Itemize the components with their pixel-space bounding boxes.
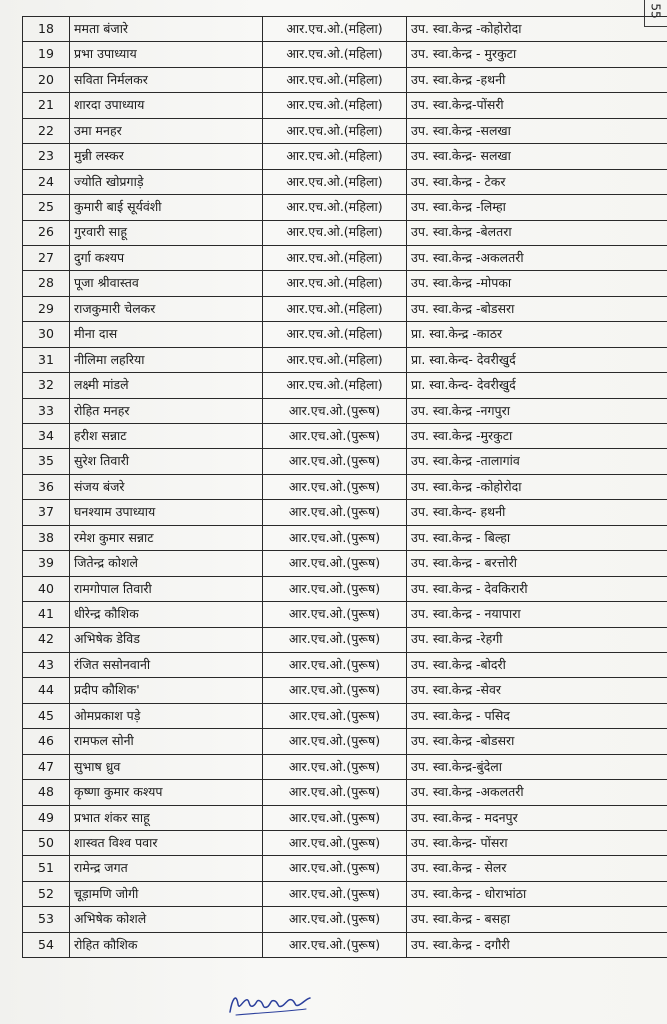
employee-name-cell: अभिषेक कोशले	[70, 907, 263, 932]
serial-number-cell: 19	[23, 42, 70, 67]
posting-place-cell: उप. स्वा.केन्द्र - टेकर	[407, 169, 667, 194]
posting-place-cell: उप. स्वा.केन्द्र - नयापारा	[407, 602, 667, 627]
posting-place-cell: उप. स्वा.केन्द्र - बसहा	[407, 907, 667, 932]
table-row	[23, 118, 667, 143]
employee-name-cell: रामफल सोनी	[70, 729, 263, 754]
employee-name-cell: गुरवारी साहू	[70, 220, 263, 245]
post-designation-cell: आर.एच.ओ.(पुरूष)	[263, 856, 407, 881]
employee-name-cell: नीलिमा लहरिया	[70, 347, 263, 372]
post-designation-cell: आर.एच.ओ.(पुरूष)	[263, 474, 407, 499]
employee-name-cell: रंजित ससोनवानी	[70, 652, 263, 677]
serial-number-cell: 49	[23, 805, 70, 830]
table-row	[23, 169, 667, 194]
post-designation-cell: आर.एच.ओ.(महिला)	[263, 347, 407, 372]
serial-number-cell: 46	[23, 729, 70, 754]
serial-number-cell: 33	[23, 398, 70, 423]
table-body	[23, 17, 667, 958]
employee-name-cell: दुर्गा कश्यप	[70, 245, 263, 270]
post-designation-cell: आर.एच.ओ.(पुरूष)	[263, 652, 407, 677]
post-designation-cell: आर.एच.ओ.(महिला)	[263, 42, 407, 67]
posting-place-cell: उप. स्वा.केन्द्र - दगौरी	[407, 932, 667, 957]
serial-number-cell: 18	[23, 17, 70, 42]
serial-number-cell: 51	[23, 856, 70, 881]
table-row	[23, 67, 667, 92]
table-row	[23, 729, 667, 754]
employee-name-cell: हरीश सन्नाट	[70, 424, 263, 449]
serial-number-cell: 40	[23, 576, 70, 601]
posting-place-cell: उप. स्वा.केन्द्र - सेलर	[407, 856, 667, 881]
employee-name-cell: धीरेन्द्र कौशिक	[70, 602, 263, 627]
table-row	[23, 42, 667, 67]
serial-number-cell: 53	[23, 907, 70, 932]
serial-number-cell: 20	[23, 67, 70, 92]
serial-number-cell: 39	[23, 551, 70, 576]
posting-place-cell: उप. स्वा.केन्द्र - बिल्हा	[407, 525, 667, 550]
post-designation-cell: आर.एच.ओ.(महिला)	[263, 296, 407, 321]
posting-place-cell: उप. स्वा.केन्द्र - मुरकुटा	[407, 42, 667, 67]
post-designation-cell: आर.एच.ओ.(पुरूष)	[263, 678, 407, 703]
serial-number-cell: 27	[23, 245, 70, 270]
post-designation-cell: आर.एच.ओ.(पुरूष)	[263, 449, 407, 474]
posting-place-cell: उप. स्वा.केन्द्र - धोराभांठा	[407, 881, 667, 906]
posting-place-cell: उप. स्वा.केन्द्र - देवकिरारी	[407, 576, 667, 601]
posting-place-cell: उप. स्वा.केन्द्र -हथनी	[407, 67, 667, 92]
table-row	[23, 449, 667, 474]
post-designation-cell: आर.एच.ओ.(पुरूष)	[263, 831, 407, 856]
post-designation-cell: आर.एच.ओ.(महिला)	[263, 144, 407, 169]
posting-place-cell: उप. स्वा.केन्द्र -बोडसरा	[407, 729, 667, 754]
serial-number-cell: 24	[23, 169, 70, 194]
serial-number-cell: 21	[23, 93, 70, 118]
serial-number-cell: 36	[23, 474, 70, 499]
employee-name-cell: कृष्णा कुमार कश्यप	[70, 780, 263, 805]
post-designation-cell: आर.एच.ओ.(महिला)	[263, 245, 407, 270]
employee-name-cell: सुरेश तिवारी	[70, 449, 263, 474]
table-row	[23, 602, 667, 627]
page-number: 55	[649, 3, 663, 19]
posting-place-cell: उप. स्वा.केन्द्र -अकलतरी	[407, 780, 667, 805]
post-designation-cell: आर.एच.ओ.(महिला)	[263, 118, 407, 143]
table-row	[23, 907, 667, 932]
serial-number-cell: 43	[23, 652, 70, 677]
post-designation-cell: आर.एच.ओ.(पुरूष)	[263, 754, 407, 779]
post-designation-cell: आर.एच.ओ.(पुरूष)	[263, 602, 407, 627]
serial-number-cell: 48	[23, 780, 70, 805]
table-row	[23, 652, 667, 677]
employee-name-cell: अभिषेक डेविड	[70, 627, 263, 652]
table-row	[23, 831, 667, 856]
table-row	[23, 271, 667, 296]
posting-place-cell: उप. स्वा.केन्द्र -रेहगी	[407, 627, 667, 652]
employee-name-cell: कुमारी बाई सूर्यवंशी	[70, 195, 263, 220]
serial-number-cell: 50	[23, 831, 70, 856]
serial-number-cell: 22	[23, 118, 70, 143]
posting-place-cell: उप. स्वा.केन्द्र -कोहोरोदा	[407, 474, 667, 499]
posting-place-cell: उप. स्वा.केन्द्र -अकलतरी	[407, 245, 667, 270]
posting-place-cell: उप. स्वा.केन्द्र -मोपका	[407, 271, 667, 296]
employee-name-cell: घनश्याम उपाध्याय	[70, 500, 263, 525]
post-designation-cell: आर.एच.ओ.(महिला)	[263, 195, 407, 220]
post-designation-cell: आर.एच.ओ.(पुरूष)	[263, 627, 407, 652]
employee-name-cell: मीना दास	[70, 322, 263, 347]
employee-name-cell: ओमप्रकाश पड़े	[70, 703, 263, 728]
serial-number-cell: 30	[23, 322, 70, 347]
table-row	[23, 881, 667, 906]
table-row	[23, 805, 667, 830]
employee-name-cell: ममता बंजारे	[70, 17, 263, 42]
handwritten-signature	[226, 982, 316, 1020]
serial-number-cell: 32	[23, 373, 70, 398]
posting-place-cell: उप. स्वा.केन्द्र- पोंसरा	[407, 831, 667, 856]
table-row	[23, 220, 667, 245]
serial-number-cell: 34	[23, 424, 70, 449]
table-row	[23, 347, 667, 372]
employee-name-cell: रामगोपाल तिवारी	[70, 576, 263, 601]
table-row	[23, 856, 667, 881]
serial-number-cell: 45	[23, 703, 70, 728]
employee-name-cell: रामेन्द्र जगत	[70, 856, 263, 881]
employee-name-cell: सविता निर्मलकर	[70, 67, 263, 92]
serial-number-cell: 28	[23, 271, 70, 296]
serial-number-cell: 54	[23, 932, 70, 957]
post-designation-cell: आर.एच.ओ.(पुरूष)	[263, 932, 407, 957]
table-row	[23, 754, 667, 779]
employee-name-cell: लक्ष्मी मांडले	[70, 373, 263, 398]
serial-number-cell: 38	[23, 525, 70, 550]
posting-place-cell: उप. स्वा.केन्द्र - बरत्तोरी	[407, 551, 667, 576]
post-designation-cell: आर.एच.ओ.(पुरूष)	[263, 780, 407, 805]
table-row	[23, 398, 667, 423]
employee-name-cell: चूड़ामणि जोगी	[70, 881, 263, 906]
serial-number-cell: 29	[23, 296, 70, 321]
table-row	[23, 703, 667, 728]
employee-name-cell: रोहित कौशिक	[70, 932, 263, 957]
employee-name-cell: प्रभात शंकर साहू	[70, 805, 263, 830]
posting-place-cell: उप. स्वा.केन्द्र - पसिद	[407, 703, 667, 728]
posting-place-cell: उप. स्वा.केन्द- हथनी	[407, 500, 667, 525]
serial-number-cell: 52	[23, 881, 70, 906]
posting-place-cell: उप. स्वा.केन्द्र -सलखा	[407, 118, 667, 143]
employee-name-cell: प्रदीप कौशिक'	[70, 678, 263, 703]
posting-place-cell: उप. स्वा.केन्द्र -तालागांव	[407, 449, 667, 474]
table-row	[23, 144, 667, 169]
serial-number-cell: 31	[23, 347, 70, 372]
posting-place-cell: उप. स्वा.केन्द्र -नगपुरा	[407, 398, 667, 423]
staff-posting-table	[22, 16, 667, 958]
table-row	[23, 576, 667, 601]
post-designation-cell: आर.एच.ओ.(महिला)	[263, 373, 407, 398]
post-designation-cell: आर.एच.ओ.(पुरूष)	[263, 907, 407, 932]
employee-name-cell: रोहित मनहर	[70, 398, 263, 423]
post-designation-cell: आर.एच.ओ.(पुरूष)	[263, 805, 407, 830]
post-designation-cell: आर.एच.ओ.(महिला)	[263, 93, 407, 118]
table-row	[23, 627, 667, 652]
table-row	[23, 245, 667, 270]
post-designation-cell: आर.एच.ओ.(पुरूष)	[263, 424, 407, 449]
posting-place-cell: उप. स्वा.केन्द्र -सेवर	[407, 678, 667, 703]
table-row	[23, 678, 667, 703]
posting-place-cell: उप. स्वा.केन्द्र -कोहोरोदा	[407, 17, 667, 42]
post-designation-cell: आर.एच.ओ.(महिला)	[263, 220, 407, 245]
employee-name-cell: जितेन्द्र कोशले	[70, 551, 263, 576]
employee-name-cell: शारदा उपाध्याय	[70, 93, 263, 118]
table-row	[23, 932, 667, 957]
table-row	[23, 551, 667, 576]
employee-name-cell: शास्वत विश्व पवार	[70, 831, 263, 856]
posting-place-cell: उप. स्वा.केन्द्र -बोडसरा	[407, 296, 667, 321]
post-designation-cell: आर.एच.ओ.(महिला)	[263, 271, 407, 296]
post-designation-cell: आर.एच.ओ.(पुरूष)	[263, 703, 407, 728]
posting-place-cell: उप. स्वा.केन्द्र -बोदरी	[407, 652, 667, 677]
table-row	[23, 322, 667, 347]
serial-number-cell: 25	[23, 195, 70, 220]
table-row	[23, 93, 667, 118]
posting-place-cell: उप. स्वा.केन्द्र - मदनपुर	[407, 805, 667, 830]
serial-number-cell: 37	[23, 500, 70, 525]
posting-place-cell: उप. स्वा.केन्द्र -लिम्हा	[407, 195, 667, 220]
employee-name-cell: सुभाष ध्रुव	[70, 754, 263, 779]
post-designation-cell: आर.एच.ओ.(पुरूष)	[263, 500, 407, 525]
table-row	[23, 17, 667, 42]
serial-number-cell: 35	[23, 449, 70, 474]
posting-place-cell: उप. स्वा.केन्द्र- सलखा	[407, 144, 667, 169]
post-designation-cell: आर.एच.ओ.(पुरूष)	[263, 551, 407, 576]
table-row	[23, 195, 667, 220]
post-designation-cell: आर.एच.ओ.(महिला)	[263, 169, 407, 194]
post-designation-cell: आर.एच.ओ.(पुरूष)	[263, 398, 407, 423]
serial-number-cell: 26	[23, 220, 70, 245]
table-row	[23, 373, 667, 398]
employee-name-cell: रमेश कुमार सन्नाट	[70, 525, 263, 550]
employee-name-cell: प्रभा उपाध्याय	[70, 42, 263, 67]
employee-name-cell: संजय बंजरे	[70, 474, 263, 499]
post-designation-cell: आर.एच.ओ.(पुरूष)	[263, 525, 407, 550]
posting-place-cell: उप. स्वा.केन्द्र -बेलतरा	[407, 220, 667, 245]
table-row	[23, 500, 667, 525]
table-row	[23, 780, 667, 805]
post-designation-cell: आर.एच.ओ.(पुरूष)	[263, 576, 407, 601]
posting-place-cell: उप. स्वा.केन्द्र-पोंसरी	[407, 93, 667, 118]
post-designation-cell: आर.एच.ओ.(महिला)	[263, 67, 407, 92]
table-row	[23, 296, 667, 321]
employee-name-cell: ज्योति खोप्रगाड़े	[70, 169, 263, 194]
post-designation-cell: आर.एच.ओ.(पुरूष)	[263, 881, 407, 906]
table-row	[23, 525, 667, 550]
posting-place-cell: प्रा. स्वा.केन्द्र -काठर	[407, 322, 667, 347]
employee-name-cell: उमा मनहर	[70, 118, 263, 143]
serial-number-cell: 41	[23, 602, 70, 627]
post-designation-cell: आर.एच.ओ.(पुरूष)	[263, 729, 407, 754]
employee-name-cell: मुन्नी लस्कर	[70, 144, 263, 169]
employee-name-cell: पूजा श्रीवास्तव	[70, 271, 263, 296]
serial-number-cell: 44	[23, 678, 70, 703]
posting-place-cell: प्रा. स्वा.केन्द- देवरीखुर्द	[407, 373, 667, 398]
table-row	[23, 474, 667, 499]
posting-place-cell: उप. स्वा.केन्द्र-बुंदेला	[407, 754, 667, 779]
post-designation-cell: आर.एच.ओ.(महिला)	[263, 17, 407, 42]
posting-place-cell: प्रा. स्वा.केन्द- देवरीखुर्द	[407, 347, 667, 372]
serial-number-cell: 42	[23, 627, 70, 652]
employee-name-cell: राजकुमारी चेलकर	[70, 296, 263, 321]
post-designation-cell: आर.एच.ओ.(महिला)	[263, 322, 407, 347]
table-row	[23, 424, 667, 449]
serial-number-cell: 23	[23, 144, 70, 169]
serial-number-cell: 47	[23, 754, 70, 779]
posting-place-cell: उप. स्वा.केन्द्र -मुरकुटा	[407, 424, 667, 449]
